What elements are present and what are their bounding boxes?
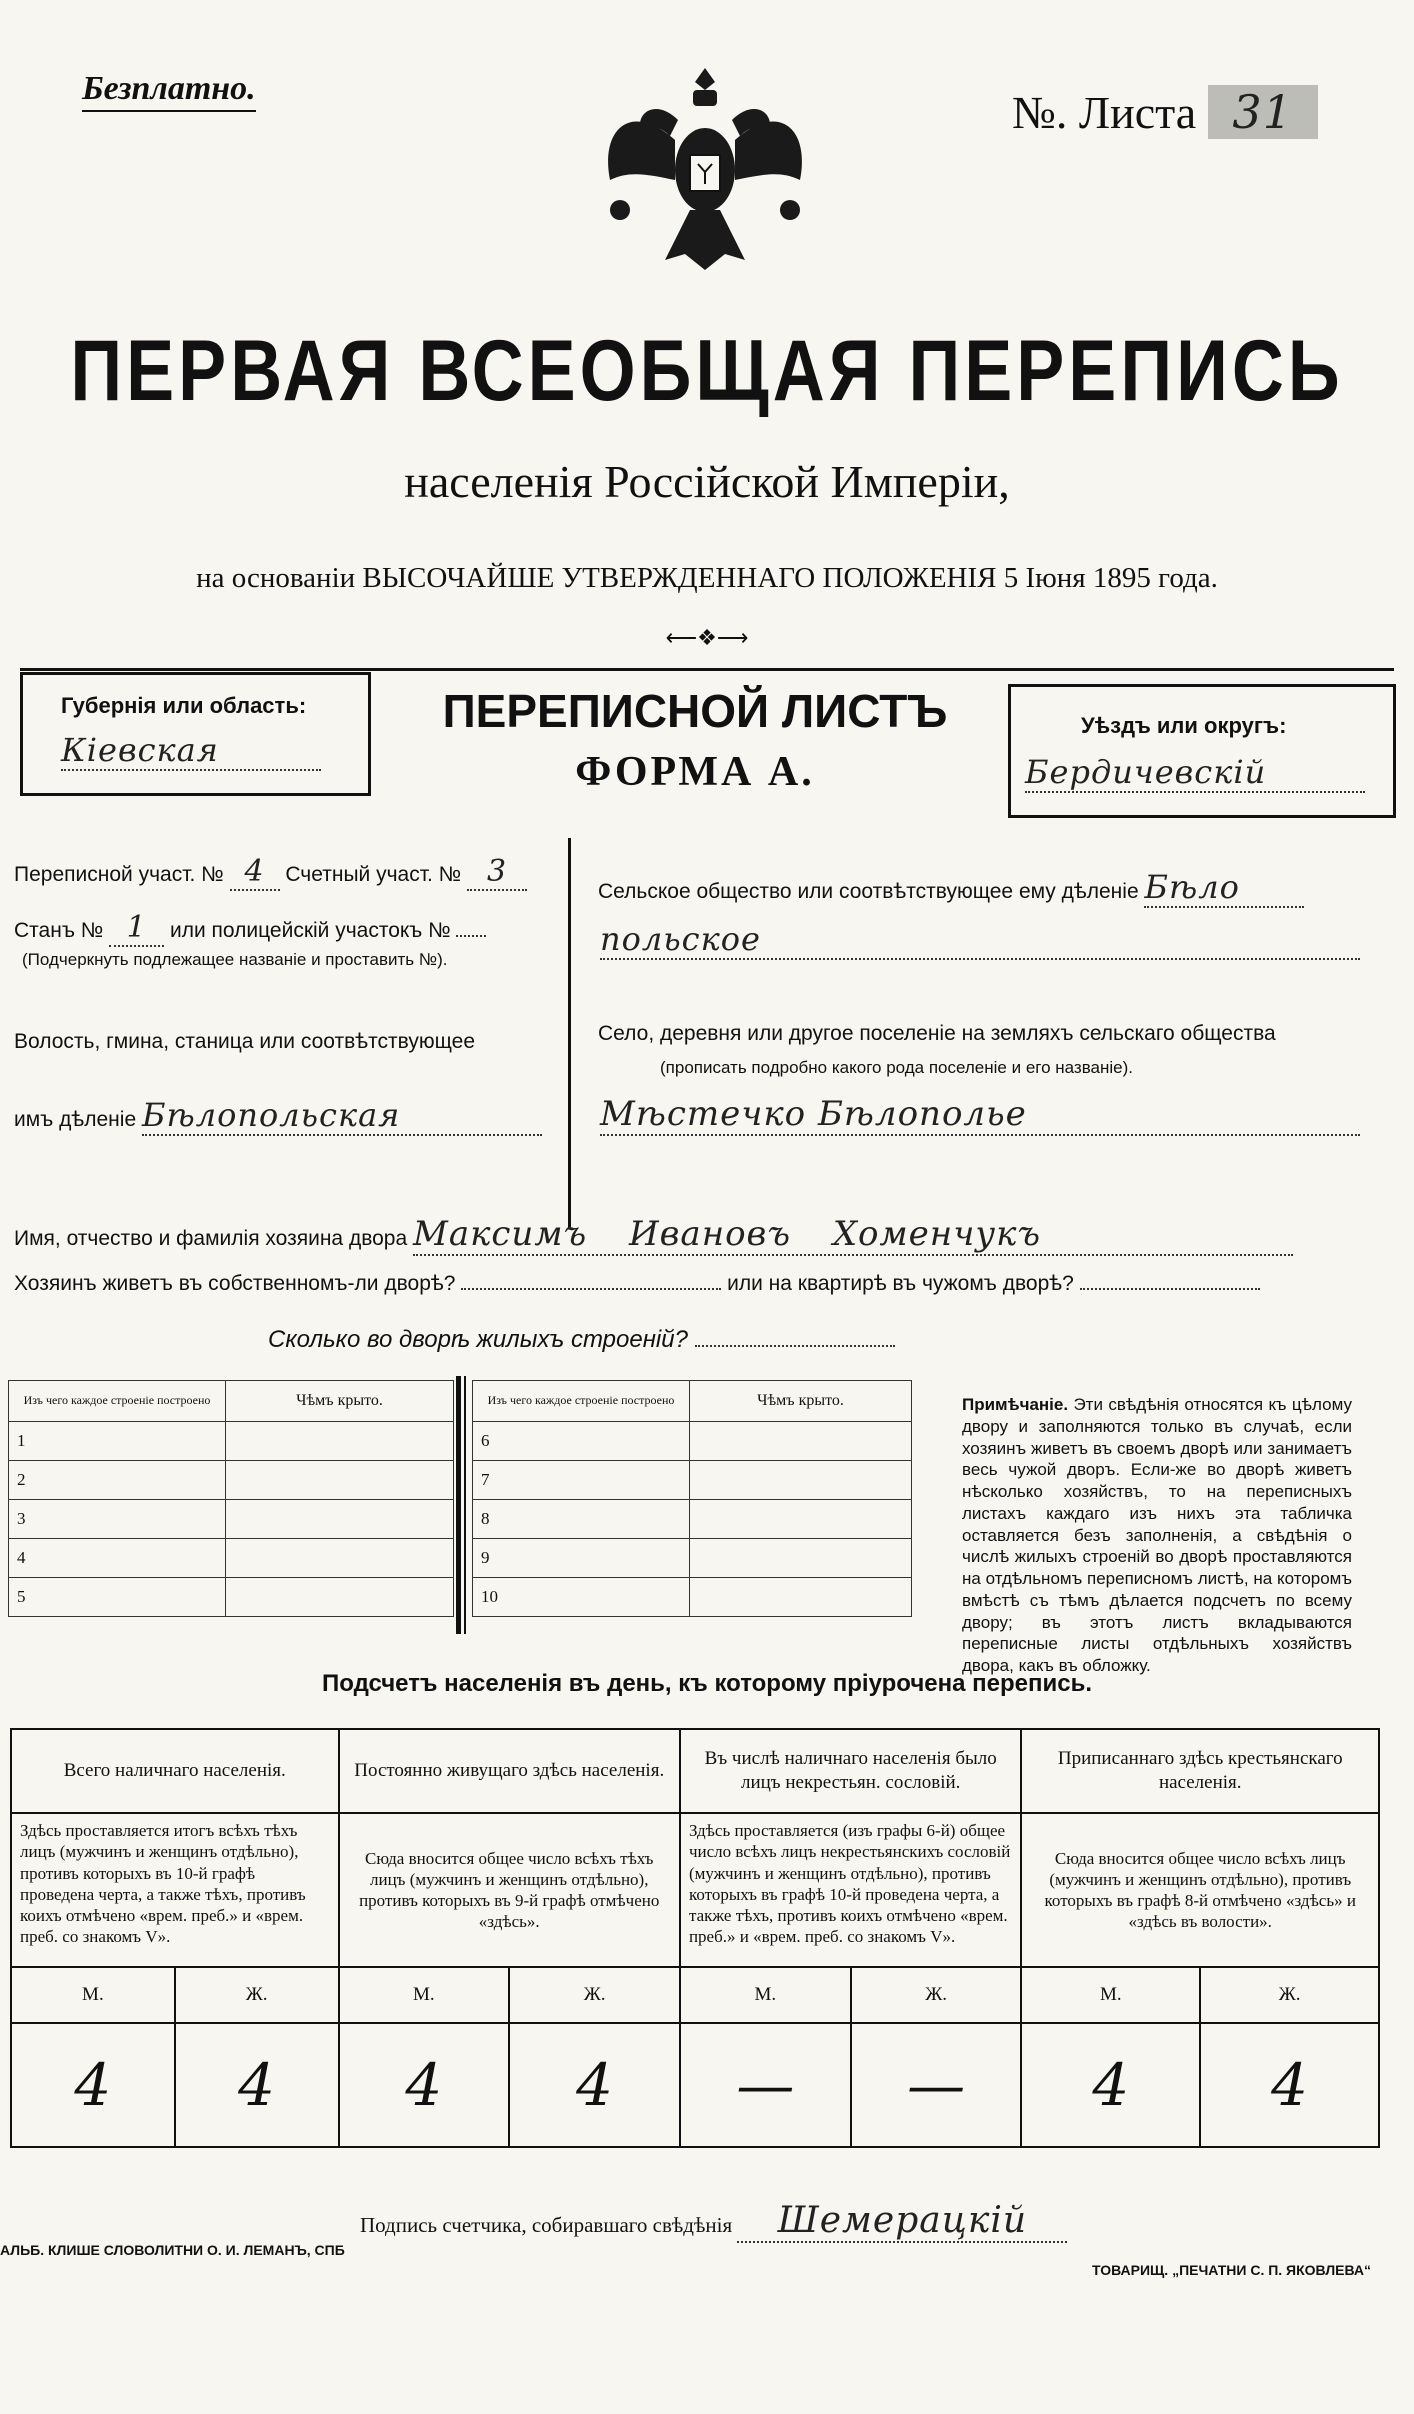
volost-value: Бѣлопольская — [142, 1096, 542, 1136]
table-row — [9, 1461, 454, 1500]
society-row — [598, 868, 1304, 908]
village-label: Село, деревня или другое поселеніе на земляхъ сельскаго общества — [598, 1022, 1276, 1045]
row-number: 8 — [473, 1500, 690, 1539]
buildings-col-roof-2: Чѣмъ крыто. — [690, 1381, 912, 1422]
ornament-divider: ⟵❖⟶ — [665, 625, 749, 650]
female-label: Ж. — [851, 1967, 1022, 2023]
buildings-divider-b — [464, 1376, 466, 1634]
male-label: М. — [1021, 1967, 1200, 2023]
owner-name-value: Максимъ Ивановъ Хоменчукъ — [413, 1214, 1293, 1256]
province-box — [20, 672, 371, 796]
buildings-divider-a — [456, 1376, 461, 1634]
province-label: Губернія или область: — [61, 693, 307, 718]
buildings-note — [962, 1394, 1352, 1677]
non-peasant-female-value: — — [851, 2023, 1022, 2147]
district-value: Бердичевскій — [1025, 753, 1365, 793]
non-peasant-male-value: — — [680, 2023, 851, 2147]
row-number: 7 — [473, 1461, 690, 1500]
fields-divider — [568, 838, 571, 1228]
village-value: Мѣстечко Бѣлополье — [600, 1094, 1360, 1136]
assigned-female-value: 4 — [1200, 2023, 1379, 2147]
own-yard-label: Хозяинъ живетъ въ собственномъ-ли дворѣ? — [14, 1272, 456, 1295]
col-desc-permanent: Сюда вносится общее число всѣхъ тѣхъ лицъ (мужчинъ и женщинъ отдѣльно), противъ которыхъ въ 9-й графѣ отмѣчено «здѣсь». — [339, 1813, 680, 1967]
row-number: 3 — [9, 1500, 226, 1539]
page-subtitle: населенія Россійской Имперіи, — [404, 456, 1010, 507]
buildings-count-label: Сколько во дворѣ жилыхъ строеній? — [268, 1326, 688, 1353]
band-top-rule — [20, 668, 1394, 671]
col-desc-assigned: Сюда вносится общее число всѣхъ лицъ (мужчинъ и женщинъ отдѣльно), противъ которыхъ въ графѣ 8-й отмѣчено «здѣсь» и «здѣсь въ волости». — [1021, 1813, 1379, 1967]
male-label: М. — [339, 1967, 510, 2023]
count-section-value: 3 — [467, 854, 527, 891]
table-row — [473, 1539, 912, 1578]
table-row — [473, 1578, 912, 1617]
society-value-b: польское — [600, 920, 1360, 960]
female-label: Ж. — [509, 1967, 680, 2023]
sheet-number-label: №. Листа — [1012, 87, 1197, 138]
row-number: 5 — [9, 1578, 226, 1617]
male-label: М. — [11, 1967, 175, 2023]
count-title: Подсчетъ населенія въ день, къ которому пріурочена перепись. — [322, 1670, 1092, 1697]
buildings-col-built-2: Изъ чего каждое строеніе построено — [473, 1381, 690, 1422]
printer-right: ТОВАРИЩ. „ПЕЧАТНИ С. П. ЯКОВЛЕВА“ — [1092, 2262, 1372, 2278]
table-row — [9, 1539, 454, 1578]
note-head: Примѣчаніе. — [962, 1395, 1069, 1414]
total-male-value: 4 — [11, 2023, 175, 2147]
camp-row — [14, 910, 486, 947]
buildings-col-roof: Чѣмъ крыто. — [226, 1381, 454, 1422]
form-subtitle: ФОРМА А. — [575, 749, 815, 795]
buildings-col-built: Изъ чего каждое строеніе построено — [9, 1381, 226, 1422]
col-header-assigned: Приписаннаго здѣсь крестьянскаго населенія. — [1021, 1729, 1379, 1813]
col-desc-non-peasant: Здѣсь проставляется (изъ графы 6-й) общее число всѣхъ лицъ некрестьянскихъ сословій (мужчинъ и женщинъ отдѣльно), противъ которыхъ въ графѣ 10-й проведена черта, а также тѣхъ, противъ коихъ отмѣчено «врем. преб.» и «врем. преб. со знакомъ V». — [680, 1813, 1022, 1967]
assigned-male-value: 4 — [1021, 2023, 1200, 2147]
form-title: ПЕРЕПИСНОЙ ЛИСТЪ — [442, 685, 948, 737]
district-label: Уѣздъ или округъ: — [1081, 713, 1287, 738]
printer-left: АЛЬБ. КЛИШЕ СЛОВОЛИТНИ О. И. ЛЕМАНЪ, СПБ — [0, 2242, 345, 2258]
free-label: Безплатно. — [82, 70, 256, 112]
census-section-row — [14, 854, 527, 891]
row-number: 6 — [473, 1422, 690, 1461]
buildings-table-right — [472, 1380, 912, 1617]
owner-name-row — [14, 1214, 1293, 1256]
signature-row — [360, 2200, 1067, 2243]
permanent-male-value: 4 — [339, 2023, 510, 2147]
signature-value: Шемерацкій — [737, 2200, 1067, 2243]
owner-yard-row — [14, 1272, 1260, 1296]
sheet-number — [1012, 85, 1318, 139]
society-label: Сельское общество или соотвѣтствующее ему дѣленіе — [598, 880, 1139, 903]
village-note: (прописать подробно какого рода поселеніе и его названіе). — [660, 1058, 1134, 1077]
total-female-value: 4 — [175, 2023, 339, 2147]
volost-label-b: имъ дѣленіе — [14, 1108, 137, 1131]
census-section-value: 4 — [230, 854, 280, 891]
table-row — [9, 1500, 454, 1539]
table-row — [473, 1500, 912, 1539]
col-header-total: Всего наличнаго населенія. — [11, 1729, 339, 1813]
double-headed-eagle-icon — [590, 60, 820, 290]
buildings-count-row — [268, 1326, 895, 1354]
page-title: ПЕРВАЯ ВСЕОБЩАЯ ПЕРЕПИСЬ — [70, 323, 1344, 419]
row-number: 4 — [9, 1539, 226, 1578]
row-number: 2 — [9, 1461, 226, 1500]
sheet-number-value: 31 — [1208, 85, 1318, 139]
row-number: 1 — [9, 1422, 226, 1461]
table-row — [9, 1578, 454, 1617]
female-label: Ж. — [1200, 1967, 1379, 2023]
col-desc-total: Здѣсь проставляется итогъ всѣхъ тѣхъ лицъ (мужчинъ и женщинъ отдѣльно), противъ которыхъ въ 10-й графѣ проведена черта, а также тѣхъ, противъ коихъ отмѣчено «врем. преб.» и «врем. преб. со знакомъ V». — [11, 1813, 339, 1967]
province-value: Кіевская — [61, 731, 321, 771]
other-yard-label: или на квартирѣ въ чужомъ дворѣ? — [727, 1272, 1074, 1295]
permanent-female-value: 4 — [509, 2023, 680, 2147]
population-count-table — [10, 1728, 1380, 2148]
census-section-label: Переписной участ. № — [14, 863, 224, 886]
society-value-a: Бѣло — [1144, 868, 1304, 908]
table-row — [473, 1422, 912, 1461]
volost-row — [14, 1096, 542, 1136]
camp-note: (Подчеркнуть подлежащее названіе и проставить №). — [22, 950, 448, 969]
col-header-non-peasant: Въ числѣ наличнаго населенія было лицъ некрестьян. сословій. — [680, 1729, 1022, 1813]
owner-name-label: Имя, отчество и фамилія хозяина двора — [14, 1227, 408, 1250]
police-precinct-label: или полицейскій участокъ № — [170, 919, 451, 942]
legal-basis: на основаніи ВЫСОЧАЙШЕ УТВЕРЖДЕННАГО ПОЛОЖЕНІЯ 5 Іюня 1895 года. — [196, 562, 1218, 594]
row-number: 10 — [473, 1578, 690, 1617]
volost-label: Волость, гмина, станица или соотвѣтствующее — [14, 1030, 475, 1053]
signature-label: Подпись счетчика, собиравшаго свѣдѣнія — [360, 2213, 733, 2237]
table-row — [473, 1461, 912, 1500]
table-row — [9, 1422, 454, 1461]
district-box — [1008, 684, 1396, 818]
note-text: Эти свѣдѣнія относятся къ цѣлому двору и заполняются только въ случаѣ, если хозяинъ живетъ въ своемъ дворѣ или занимаетъ весь чужой дворъ. Если-же во дворѣ живетъ нѣсколько хозяйствъ, то на переписныхъ листахъ каждаго изъ нихъ эта табличка оставляется безъ заполненія, а свѣдѣнія о числѣ жилыхъ строеній во дворѣ проставляются на отдѣльномъ переписномъ листѣ, на которомъ вмѣстѣ съ тѣмъ дѣлается подсчетъ по всему двору; въ этотъ листъ вкладываются переписные листы отдѣльныхъ хозяйствъ двора, какъ въ обложку. — [962, 1395, 1352, 1675]
col-header-permanent: Постоянно живущаго здѣсь населенія. — [339, 1729, 680, 1813]
row-number: 9 — [473, 1539, 690, 1578]
male-label: М. — [680, 1967, 851, 2023]
camp-label: Станъ № — [14, 919, 104, 942]
buildings-table-left — [8, 1380, 454, 1617]
camp-value: 1 — [109, 910, 164, 947]
female-label: Ж. — [175, 1967, 339, 2023]
count-section-label: Счетный участ. № — [285, 863, 462, 886]
